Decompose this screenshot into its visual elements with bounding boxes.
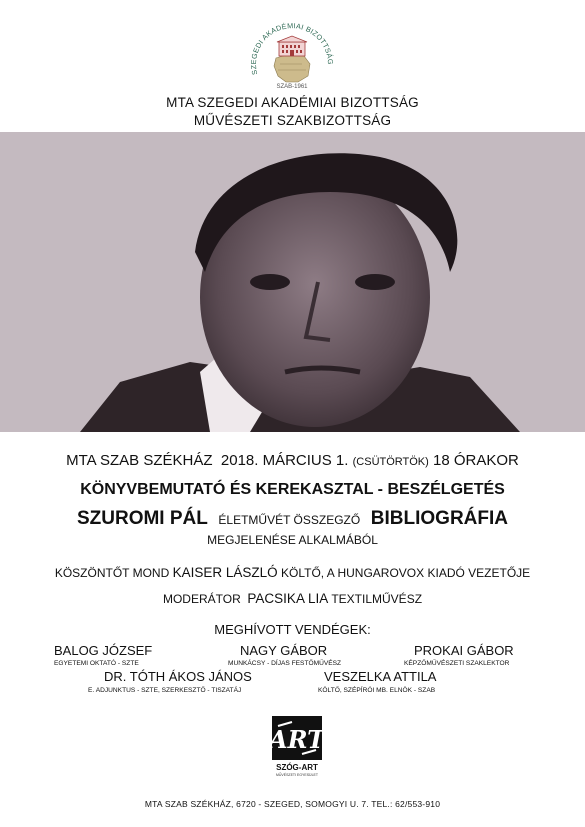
book-subtitle: ÉLETMŰVÉT ÖSSZEGZŐ: [218, 513, 361, 527]
event-place: MTA SZAB SZÉKHÁZ: [66, 452, 213, 469]
event-occasion: MEGJELENÉSE ALKALMÁBÓL: [207, 533, 378, 547]
moderator-role: TEXTILMŰVÉSZ: [331, 592, 423, 606]
logo-caption: SZAB-1961: [276, 84, 308, 90]
book-title-line: [0, 508, 585, 530]
guest-role: KÖLTŐ, SZÉPÍRÓI MB. ELNÖK - SZAB: [318, 687, 436, 694]
portrait-photo: [0, 132, 585, 432]
moderator-line: [0, 591, 585, 606]
greeting-prefix: KÖSZÖNTŐT MOND: [54, 566, 170, 580]
event-date-line: [0, 452, 585, 469]
event-title: KÖNYVBEMUTATÓ ÉS KEREKASZTAL - BESZÉLGETÉS: [80, 481, 505, 498]
greeting-speaker: KAISER LÁSZLÓ: [172, 565, 278, 580]
guest-name: PROKAI GÁBOR: [414, 643, 514, 658]
guest-name: DR. TÓTH ÁKOS JÁNOS: [104, 669, 252, 684]
greeting-line: [0, 565, 585, 580]
book-name: BIBLIOGRÁFIA: [370, 508, 509, 529]
logo-letters: ART: [268, 725, 326, 754]
committee-name: MŰVÉSZETI SZAKBIZOTTSÁG: [193, 113, 392, 128]
greeting-speaker-role: KÖLTŐ, A HUNGAROVOX KIADÓ VEZETŐJE: [281, 566, 531, 580]
guest-name: NAGY GÁBOR: [240, 643, 328, 658]
sponsor-name: SZÓG-ART: [276, 763, 318, 772]
guests-heading: MEGHÍVOTT VENDÉGEK:: [214, 622, 371, 637]
moderator-label: MODERÁTOR: [162, 592, 241, 606]
guest-name: VESZELKA ATTILA: [324, 669, 437, 684]
event-time: 18 ÓRAKOR: [432, 452, 519, 469]
moderator-name: PACSIKA LIA: [247, 591, 329, 606]
guest-name: BALOG JÓZSEF: [54, 643, 153, 658]
event-date: 2018. MÁRCIUS 1.: [220, 452, 349, 469]
event-weekday: (CSÜTÖRTÖK): [352, 456, 429, 468]
guest-role: MUNKÁCSY - DÍJAS FESTŐMŰVÉSZ: [228, 660, 342, 667]
footer-address: MTA SZAB SZÉKHÁZ, 6720 - SZEGED, SOMOGYI U. 7. TEL.: 62/553-910: [144, 799, 441, 809]
szog-art-logo: [268, 716, 326, 760]
author-name: SZUROMI PÁL: [76, 508, 208, 529]
guest-role: E. ADJUNKTUS - SZTE, SZERKESZTŐ - TISZATÁJ: [88, 687, 242, 694]
logo-arc-text: SZEGEDI AKADÉMIAI BIZOTTSÁG: [248, 21, 336, 76]
guest-role: KÉPZŐMŰVÉSZETI SZAKLEKTOR: [404, 660, 510, 667]
sponsor-subtitle: MŰVÉSZETI EGYESÜLET: [275, 773, 318, 777]
organization-name: MTA SZEGEDI AKADÉMIAI BIZOTTSÁG: [166, 95, 419, 110]
guest-role: EGYETEMI OKTATÓ - SZTE: [54, 660, 139, 667]
